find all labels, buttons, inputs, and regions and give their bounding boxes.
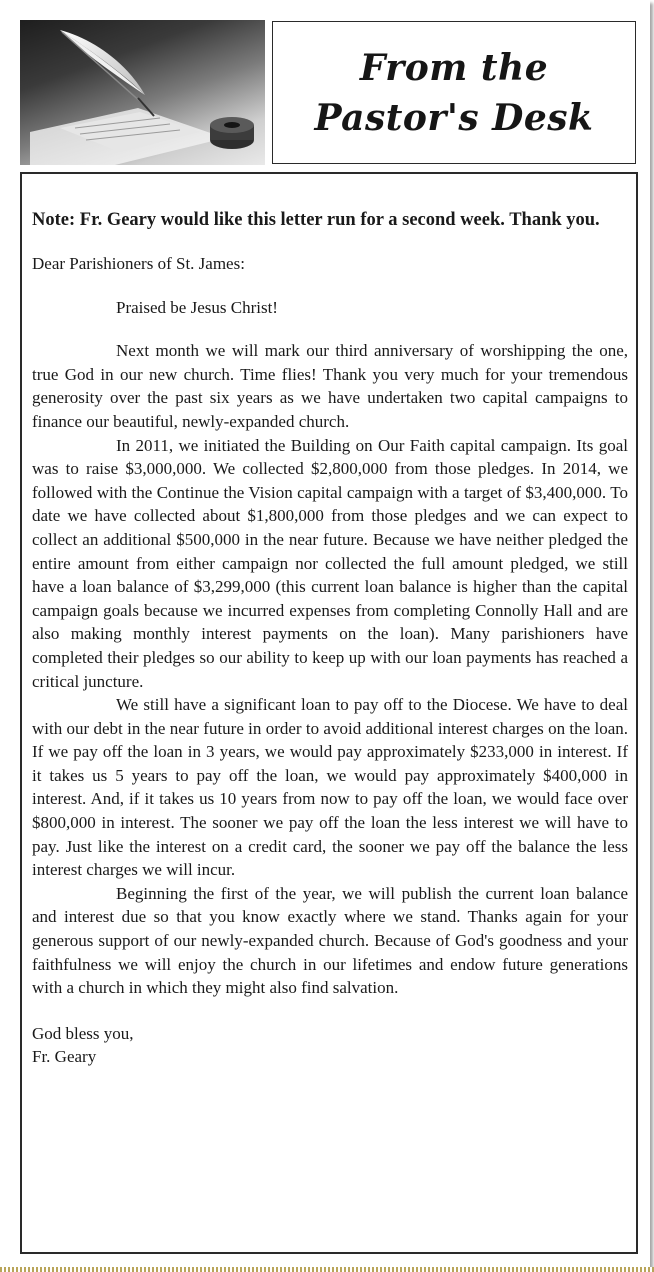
quill-pen-icon bbox=[20, 20, 265, 165]
letter-content bbox=[32, 208, 628, 1069]
paragraph-campaigns: In 2011, we initiated the Building on Our Faith capital campaign. Its goal was to raise $3,000,000. We collected $2,800,000 from those pledges. In 2014, we followed with the Continue the Vision capital campaign with a target of $3,400,000. To date we have collected about $1,800,000 from those pledges and we can expect to collect an additional $500,000 in the near future. Because we have neither pledged the entire amount from either campaign nor collected the full amount pledged, we still have a loan balance of $3,299,000 (this current loan balance is higher than the capital campaign goals because we incurred expenses from completing Connolly Hall and are also making monthly interest payments on the loan). Many parishioners have completed their pledges so our ability to keep up with our loan payments has reached a critical juncture. bbox=[32, 435, 628, 691]
letter-box bbox=[20, 172, 638, 1254]
paragraph-publish: Beginning the first of the year, we will publish the current loan balance and interest due so that you know exactly where we stand. Thanks again for your generous support of our newly-expanded church. Because of God's goodness and your faithfulness we will enjoy the church in our lifetimes and endow future generations with a church in which they might also find salvation. bbox=[32, 883, 628, 998]
paragraph-loan: We still have a significant loan to pay off to the Diocese. We have to deal with our debt in the near future in order to avoid additional interest charges on the loan. If we pay off the loan in 3 years, we would pay approximately $233,000 in interest. If it takes us 5 years to pay off the loan, we would pay approximately $400,000 in interest. And, if it takes us 10 years from now to pay off the loan, we would face over $800,000 in interest. The sooner we pay off the loan the less interest we will have to pay. Just like the interest on a credit card, the sooner we pay off the balance the less interest charges we will incur. bbox=[32, 695, 628, 880]
salutation: Dear Parishioners of St. James: bbox=[32, 254, 245, 273]
signature: Fr. Geary bbox=[32, 1047, 97, 1067]
paragraph-anniversary: Next month we will mark our third anniversary of worshipping the one, true God in our new church. Time flies! Thank you very much for your tremendous generosity over the past six years as we have undertaken two capital campaigns to finance our beautiful, newly-expanded church. bbox=[32, 341, 628, 431]
page-border-dots bbox=[0, 1267, 654, 1272]
praise-line: Praised be Jesus Christ! bbox=[116, 297, 278, 317]
title-line-2: Pastor's Desk bbox=[314, 96, 594, 139]
title-line-1: From the bbox=[359, 46, 549, 89]
closing-block bbox=[32, 1022, 628, 1069]
closing: God bless you, bbox=[32, 1023, 134, 1043]
title-box bbox=[272, 21, 636, 164]
editor-note: Note: Fr. Geary would like this letter run for a second week. Thank you. bbox=[32, 210, 600, 230]
